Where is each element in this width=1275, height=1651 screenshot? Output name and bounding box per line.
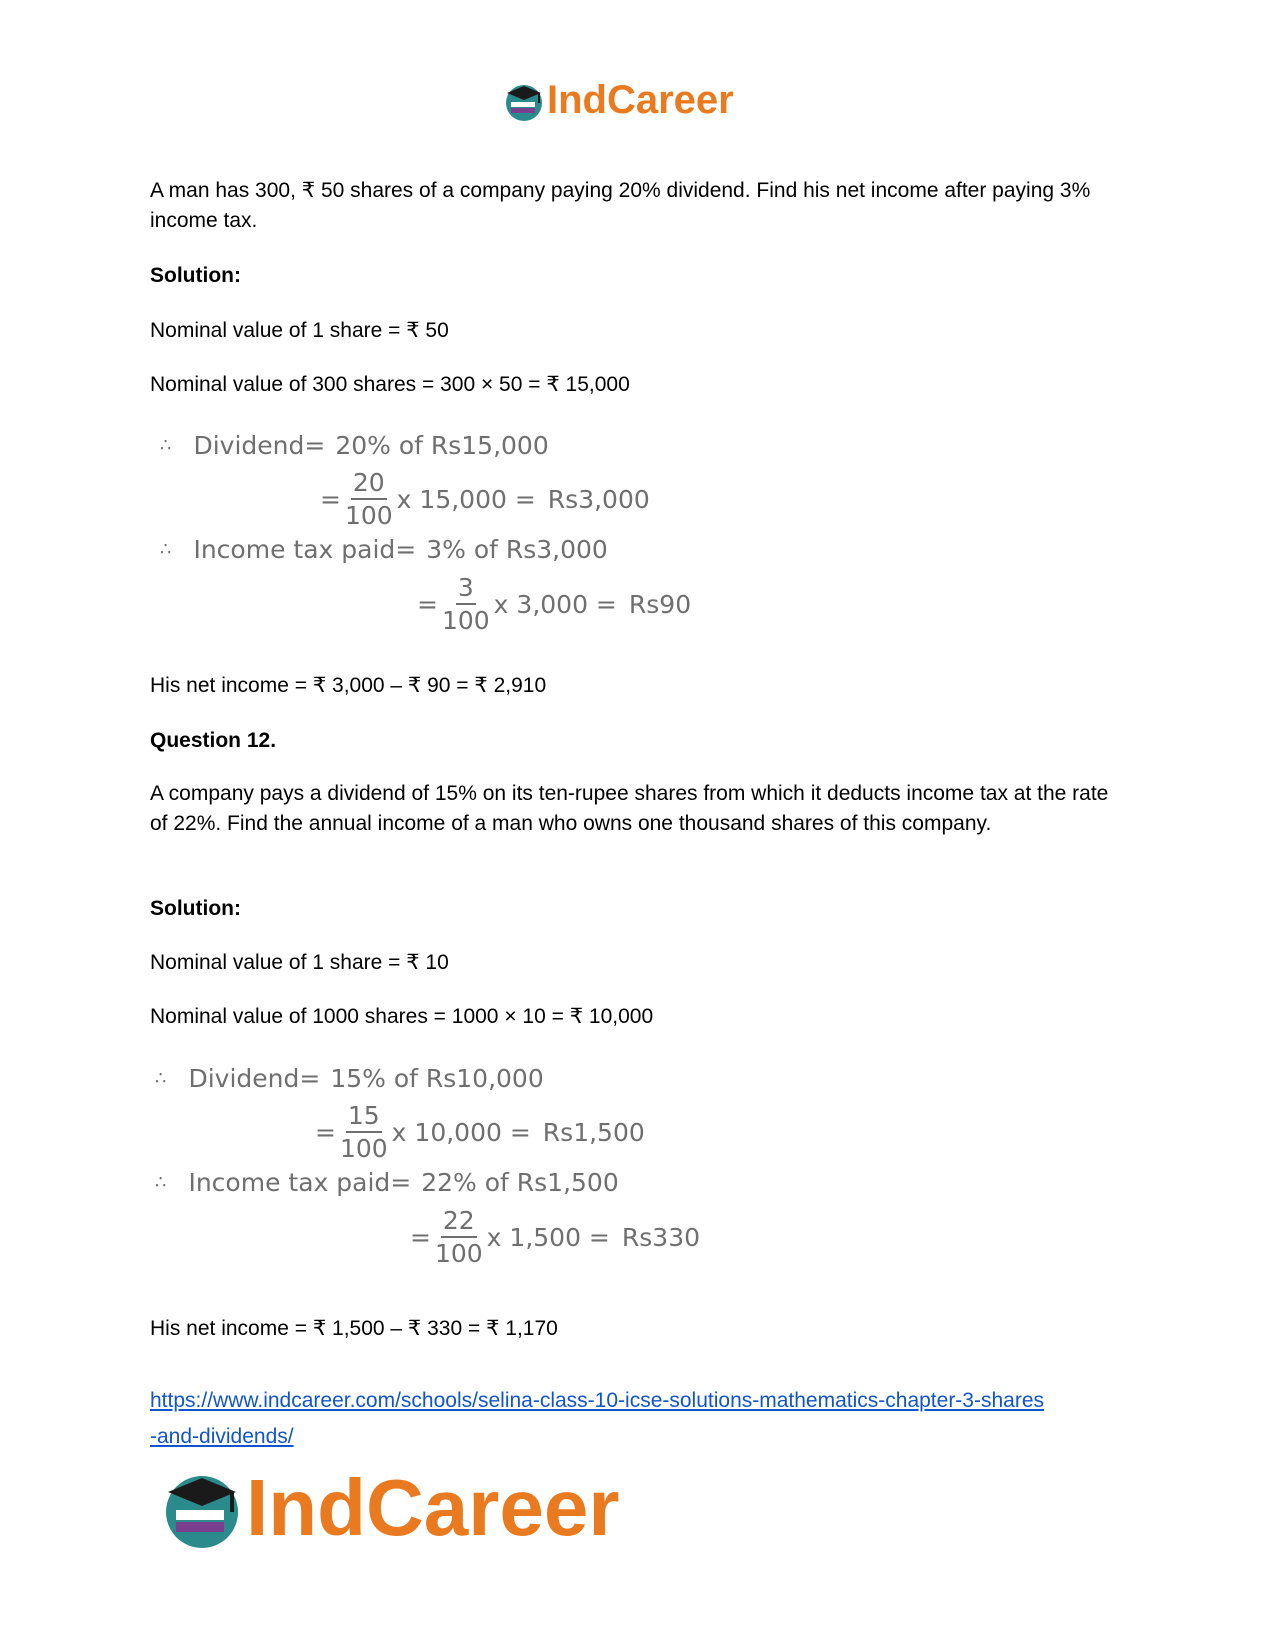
q12-solution-label: Solution:	[150, 897, 241, 920]
income-tax-label: Income tax paid=	[188, 1168, 412, 1197]
q11-solution-label: Solution:	[150, 264, 241, 287]
equals-sign: =	[417, 589, 438, 619]
q11-net-income: His net income = ₹ 3,000 – ₹ 90 = ₹ 2,910	[150, 674, 547, 697]
income-tax-label: Income tax paid=	[193, 535, 417, 564]
q11-solution-line1: Nominal value of 1 share = ₹ 50	[150, 319, 449, 342]
denominator: 100	[434, 1239, 483, 1268]
numerator: 22	[441, 1208, 477, 1238]
q12-solution-line1: Nominal value of 1 share = ₹ 10	[150, 951, 449, 974]
numerator: 15	[346, 1103, 382, 1133]
fraction	[340, 1103, 388, 1161]
graduation-cap-book-icon	[503, 80, 545, 122]
dividend-value: 15% of Rs10,000	[330, 1064, 544, 1093]
source-link-line1: https://www.indcareer.com/schools/selina-class-10-icse-solutions-mathematics-chapter-3-shares	[150, 1389, 1045, 1412]
brand-name: IndCareer	[246, 1463, 620, 1552]
dividend-result: Rs3,000	[547, 484, 650, 514]
income-tax-value: 3% of Rs3,000	[426, 535, 608, 564]
brand-name: IndCareer	[547, 78, 734, 122]
footer-logo	[160, 1462, 619, 1554]
dividend-label: Dividend=	[193, 431, 326, 460]
q11-math-block	[160, 425, 720, 645]
therefore-symbol: ∴	[155, 1172, 167, 1193]
source-link[interactable]	[150, 1383, 1150, 1455]
header-logo	[503, 78, 734, 123]
denominator: 100	[344, 501, 393, 530]
q11-solution-line2: Nominal value of 300 shares = 300 × 50 = ₹ 15,000	[150, 373, 630, 396]
therefore-symbol: ∴	[155, 1068, 167, 1089]
fraction	[442, 575, 490, 633]
fraction	[435, 1208, 483, 1266]
dividend-value: 20% of Rs15,000	[335, 431, 549, 460]
q12-math-block	[155, 1058, 715, 1278]
multiplication-text: x 3,000 =	[493, 589, 617, 619]
equals-sign: =	[410, 1222, 431, 1252]
multiplication-text: x 1,500 =	[486, 1222, 610, 1252]
income-tax-result: Rs330	[621, 1222, 701, 1252]
equals-sign: =	[315, 1117, 336, 1147]
q12-solution-line2: Nominal value of 1000 shares = 1000 × 10 = ₹ 10,000	[150, 1005, 654, 1028]
fraction	[345, 470, 393, 528]
denominator: 100	[441, 606, 490, 635]
graduation-cap-book-icon	[160, 1466, 244, 1550]
numerator: 20	[351, 470, 387, 500]
q12-question-text: A company pays a dividend of 15% on its ten-rupee shares from which it deducts income tax at the rate of 22%. Find the annual income of a man who owns one thousand shares of this company.	[150, 782, 1109, 835]
q12-heading: Question 12.	[150, 729, 277, 752]
q11-question-text: A man has 300, ₹ 50 shares of a company paying 20% dividend. Find his net income after paying 3% income tax.	[150, 179, 1091, 232]
therefore-symbol: ∴	[160, 539, 172, 560]
numerator: 3	[456, 575, 476, 605]
income-tax-result: Rs90	[628, 589, 692, 619]
multiplication-text: x 10,000 =	[391, 1117, 531, 1147]
source-link-line2: -and-dividends/	[150, 1425, 294, 1448]
dividend-result: Rs1,500	[542, 1117, 645, 1147]
therefore-symbol: ∴	[160, 435, 172, 456]
multiplication-text: x 15,000 =	[396, 484, 536, 514]
denominator: 100	[339, 1134, 388, 1163]
dividend-label: Dividend=	[188, 1064, 321, 1093]
income-tax-value: 22% of Rs1,500	[421, 1168, 619, 1197]
equals-sign: =	[320, 484, 341, 514]
q12-net-income: His net income = ₹ 1,500 – ₹ 330 = ₹ 1,170	[150, 1317, 558, 1340]
